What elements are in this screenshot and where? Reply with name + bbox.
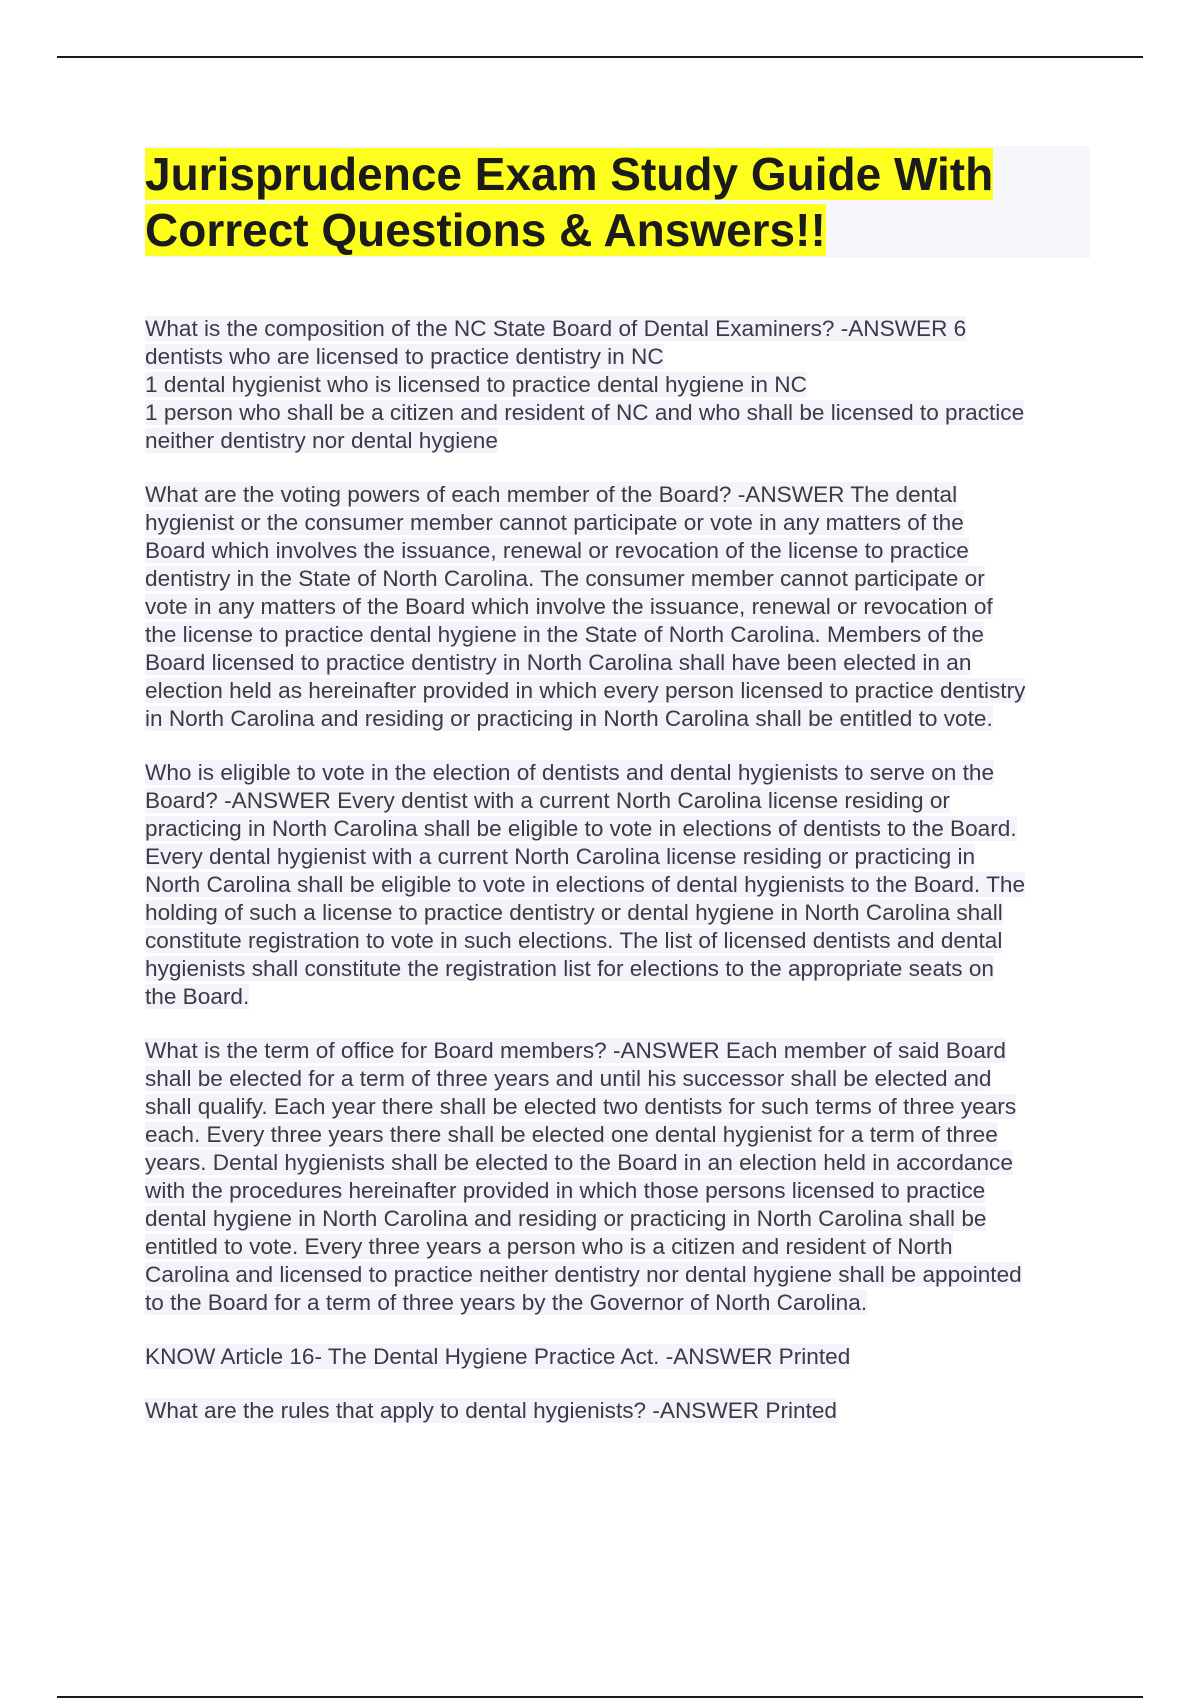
document-body: [145, 146, 1090, 1451]
title-block: [145, 146, 1090, 258]
qa-list: [145, 315, 1090, 1425]
qa-text: What are the voting powers of each member of the Board? -ANSWER The dental hygienist or the consumer member cannot participate or vote in any matters of the Board which involves the issuance, renewal or revocation of the license to practice dentistry in the State of North Carolina. The consumer member cannot participate or vote in any matters of the Board which involve the issuance, renewal or revocation of the license to practice dental hygiene in the State of North Carolina. Members of the Board licensed to practice dentistry in North Carolina shall have been elected in an election held as hereinafter provided in which every person licensed to practice dentistry in North Carolina and residing or practicing in North Carolina shall be entitled to vote.: [145, 482, 1026, 731]
qa-entry: [145, 759, 1090, 1011]
top-divider: [57, 56, 1143, 58]
qa-entry: [145, 1343, 1090, 1371]
qa-text: KNOW Article 16- The Dental Hygiene Practice Act. -ANSWER Printed: [145, 1344, 851, 1369]
qa-entry: [145, 315, 1090, 455]
qa-entry: [145, 1037, 1090, 1317]
qa-text: What are the rules that apply to dental hygienists? -ANSWER Printed: [145, 1398, 837, 1423]
qa-text: What is the composition of the NC State Board of Dental Examiners? -ANSWER 6 dentists who are licensed to practice dentistry in NC 1 dental hygienist who is licensed to practice dental hygiene in NC 1 person who shall be a citizen and resident of NC and who shall be licensed to practice neither dentistry nor dental hygiene: [145, 316, 1025, 453]
qa-entry: [145, 481, 1090, 733]
title-highlight: Jurisprudence Exam Study Guide With Correct Questions & Answers!!: [145, 148, 994, 256]
bottom-divider: [57, 1696, 1143, 1698]
qa-text: Who is eligible to vote in the election of dentists and dental hygienists to serve on the Board? -ANSWER Every dentist with a current North Carolina license residing or practicing in North Carolina shall be eligible to vote in elections of dentists to the Board. Every dental hygienist with a current North Carolina license residing or practicing in North Carolina shall be eligible to vote in elections of dental hygienists to the Board. The holding of such a license to practice dentistry or dental hygiene in North Carolina shall constitute registration to vote in such elections. The list of licensed dentists and dental hygienists shall constitute the registration list for elections to the appropriate seats on the Board.: [145, 760, 1026, 1009]
qa-entry: [145, 1397, 1090, 1425]
qa-text: What is the term of office for Board members? -ANSWER Each member of said Board shall be elected for a term of three years and until his successor shall be elected and shall qualify. Each year there shall be elected two dentists for such terms of three years each. Every three years there shall be elected one dental hygienist for a term of three years. Dental hygienists shall be elected to the Board in an election held in accordance with the procedures hereinafter provided in which those persons licensed to practice dental hygiene in North Carolina and residing or practicing in North Carolina shall be entitled to vote. Every three years a person who is a citizen and resident of North Carolina and licensed to practice neither dentistry nor dental hygiene shall be appointed to the Board for a term of three years by the Governor of North Carolina.: [145, 1038, 1022, 1315]
document-title: [145, 146, 1090, 258]
